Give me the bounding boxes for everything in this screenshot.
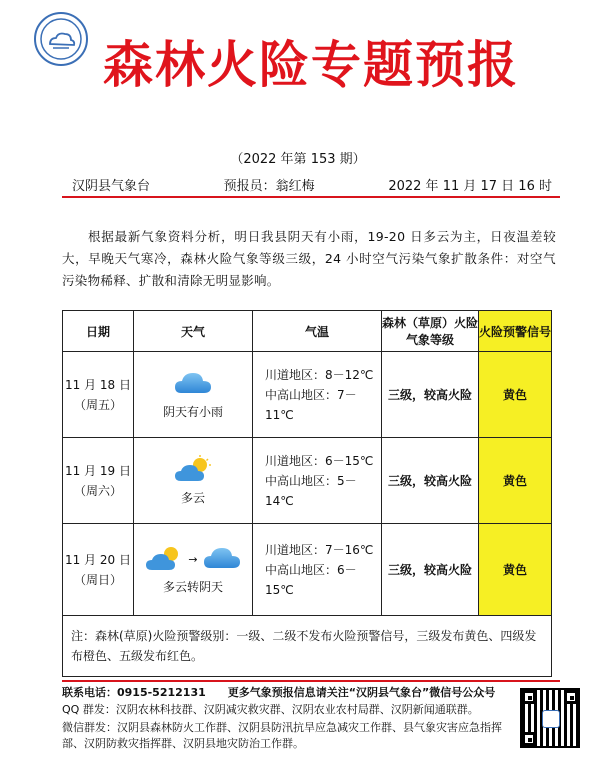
col-signal-header: 火险预警信号 bbox=[479, 311, 552, 352]
weather-cell bbox=[134, 438, 253, 524]
page-title: 森林火险专题预报 bbox=[103, 35, 519, 94]
col-weather-header: 天气 bbox=[134, 311, 253, 352]
weekday-text: （周五） bbox=[73, 397, 122, 412]
fire-level-cell: 三级，较高火险 bbox=[382, 524, 479, 616]
temp-valley-text: 川道地区：6－15℃ bbox=[265, 453, 374, 468]
col-date-header: 日期 bbox=[63, 311, 134, 352]
table-row bbox=[63, 352, 552, 438]
warning-note: 注：森林(草原)火险预警级别：一级、二级不发布火险预警信号，三级发布黄色、四级发布橙色、五级发布红色。 bbox=[63, 616, 552, 677]
weekday-text: （周日） bbox=[73, 572, 122, 587]
temp-mountain-text: 中高山地区：6－15℃ bbox=[265, 562, 357, 597]
warning-signal-cell: 黄色 bbox=[479, 352, 552, 438]
contact-phone: 联系电话：0915-5212131 bbox=[62, 686, 206, 699]
weather-cell bbox=[134, 352, 253, 438]
temp-cell bbox=[253, 352, 382, 438]
date-cell bbox=[63, 438, 134, 524]
date-cell bbox=[63, 524, 134, 616]
weekday-text: （周六） bbox=[73, 483, 122, 498]
weather-text: 多云 bbox=[180, 491, 205, 505]
table-note-row bbox=[63, 616, 552, 677]
weather-bureau-logo bbox=[34, 12, 88, 66]
temp-cell bbox=[253, 438, 382, 524]
warning-signal-cell: 黄色 bbox=[479, 524, 552, 616]
wechat-groups: 微信群发：汉阴县森林防火工作群、汉阴县防汛抗旱应急减灾工作群、县气象灾害应急指挥部、汉阴防救灾指挥群、汉阴县地灾防治工作群。 bbox=[62, 721, 502, 750]
temp-mountain-text: 中高山地区：7－11℃ bbox=[265, 387, 357, 422]
cloudy-icon bbox=[202, 544, 242, 574]
col-level-header: 森林（草原）火险气象等级 bbox=[382, 311, 479, 352]
arrow-right-icon: → bbox=[188, 552, 198, 566]
weather-text: 阴天有小雨 bbox=[162, 405, 223, 419]
weather-cell bbox=[134, 524, 253, 616]
contact-line bbox=[62, 684, 532, 700]
qr-code-icon bbox=[522, 690, 578, 746]
temp-valley-text: 川道地区：7－16℃ bbox=[265, 542, 374, 557]
weather-text: 多云转阴天 bbox=[162, 580, 223, 594]
warning-signal-cell: 黄色 bbox=[479, 438, 552, 524]
table-row bbox=[63, 524, 552, 616]
temp-cell bbox=[253, 524, 382, 616]
date-cell bbox=[63, 352, 134, 438]
cloud-rain-icon bbox=[173, 369, 213, 399]
forecast-summary: 根据最新气象资料分析，明日我县阴天有小雨，19-20 日多云为主，日夜温差较大，早晚天气寒冷，森林火险气象等级三级，24 小时空气污染气象扩散条件：对空气污染物稀释、扩散和清除无明显影响。 bbox=[62, 229, 556, 288]
issue-meta bbox=[72, 175, 552, 195]
date-text: 11 月 19 日 bbox=[65, 463, 131, 478]
col-temp-header: 气温 bbox=[253, 311, 382, 352]
station-name: 汉阴县气象台 bbox=[72, 179, 151, 194]
issue-number: （2022 年第 153 期） bbox=[230, 152, 366, 167]
forecaster-name: 预报员：翁红梅 bbox=[223, 179, 315, 194]
table-row bbox=[63, 438, 552, 524]
footer-divider bbox=[62, 680, 560, 682]
temp-valley-text: 川道地区：8－12℃ bbox=[265, 367, 374, 382]
table-header-row bbox=[63, 311, 552, 352]
header-divider bbox=[62, 196, 560, 198]
issue-datetime: 2022 年 11 月 17 日 16 时 bbox=[388, 179, 552, 194]
follow-notice: 更多气象预报信息请关注“汉阴县气象台”微信号公众号 bbox=[227, 686, 496, 699]
fire-level-cell: 三级，较高火险 bbox=[382, 438, 479, 524]
qq-groups: QQ 群发：汉阴农林科技群、汉阴减灾救灾群、汉阴农业农村局群、汉阴新闻通联群。 bbox=[62, 703, 479, 716]
fire-level-cell: 三级，较高火险 bbox=[382, 352, 479, 438]
partly-cloudy-icon bbox=[173, 455, 213, 485]
temp-mountain-text: 中高山地区：5－14℃ bbox=[265, 473, 357, 508]
date-text: 11 月 20 日 bbox=[65, 552, 131, 567]
date-text: 11 月 18 日 bbox=[65, 377, 131, 392]
cloud-emblem-icon bbox=[36, 14, 86, 64]
forecast-table bbox=[62, 310, 552, 677]
partly-cloudy-icon bbox=[144, 544, 184, 574]
